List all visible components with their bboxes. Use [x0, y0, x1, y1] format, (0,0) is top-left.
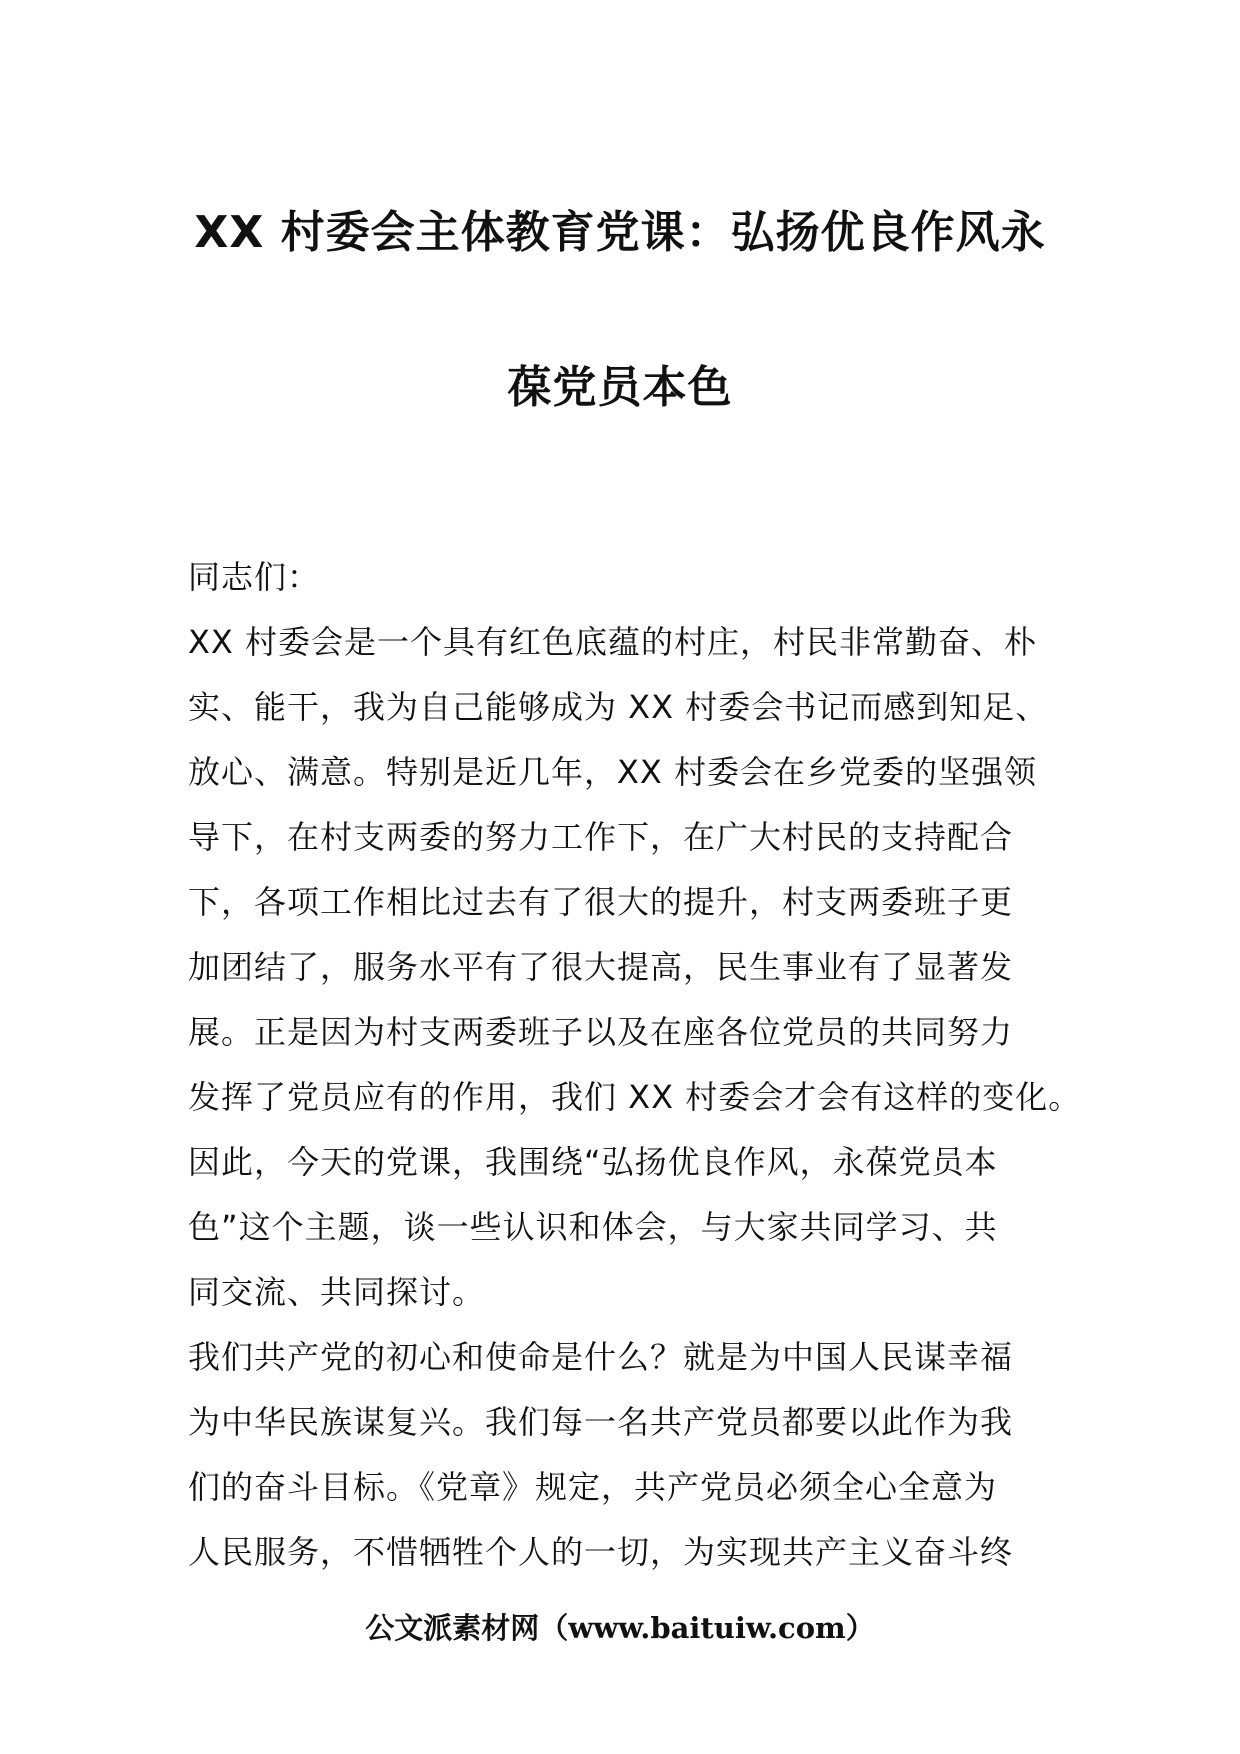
document-title-line-1: XX 村委会主体教育党课：弘扬优良作风永: [194, 207, 1046, 258]
paragraph-line: 为中华民族谋复兴。我们每一名共产党员都要以此作为我: [188, 1403, 1014, 1441]
paragraph-line: 实、能干，我为自己能够成为 XX 村委会书记而感到知足、: [188, 688, 1049, 726]
paragraph-line: XX 村委会是一个具有红色底蕴的村庄，村民非常勤奋、朴: [188, 623, 1038, 661]
paragraph-line: 我们共产党的初心和使命是什么？就是为中国人民谋幸福: [188, 1338, 1014, 1376]
paragraph-line: 发挥了党员应有的作用，我们 XX 村委会才会有这样的变化。: [188, 1078, 1082, 1116]
paragraph-line: 因此，今天的党课，我围绕“弘扬优良作风，永葆党员本: [188, 1143, 998, 1181]
salutation: 同志们：: [188, 558, 321, 596]
paragraph-line: 加团结了，服务水平有了很大提高，民生事业有了显著发: [188, 948, 1014, 986]
page-footer: 公文派素材网（www.baituiw.com）: [365, 1611, 875, 1645]
paragraph-line: 展。正是因为村支两委班子以及在座各位党员的共同努力: [188, 1013, 1014, 1051]
paragraph-2: [188, 1325, 1068, 1585]
paragraph-line: 色”这个主题，谈一些认识和体会，与大家共同学习、共: [188, 1208, 998, 1246]
document-title-line-2: 葆党员本色: [507, 362, 733, 413]
paragraph-line: 们的奋斗目标。《党章》规定，共产党员必须全心全意为: [188, 1468, 998, 1506]
paragraph-line: 放心、满意。特别是近几年，XX 村委会在乡党委的坚强领: [188, 753, 1038, 791]
paragraph-line: 导下，在村支两委的努力工作下，在广大村民的支持配合: [188, 818, 1014, 856]
paragraph-line: 人民服务，不惜牺牲个人的一切，为实现共产主义奋斗终: [188, 1533, 1014, 1571]
paragraph-line: 同交流、共同探讨。: [188, 1273, 486, 1311]
paragraph-1: [188, 610, 1082, 1325]
paragraph-line: 下，各项工作相比过去有了很大的提升，村支两委班子更: [188, 883, 1014, 921]
